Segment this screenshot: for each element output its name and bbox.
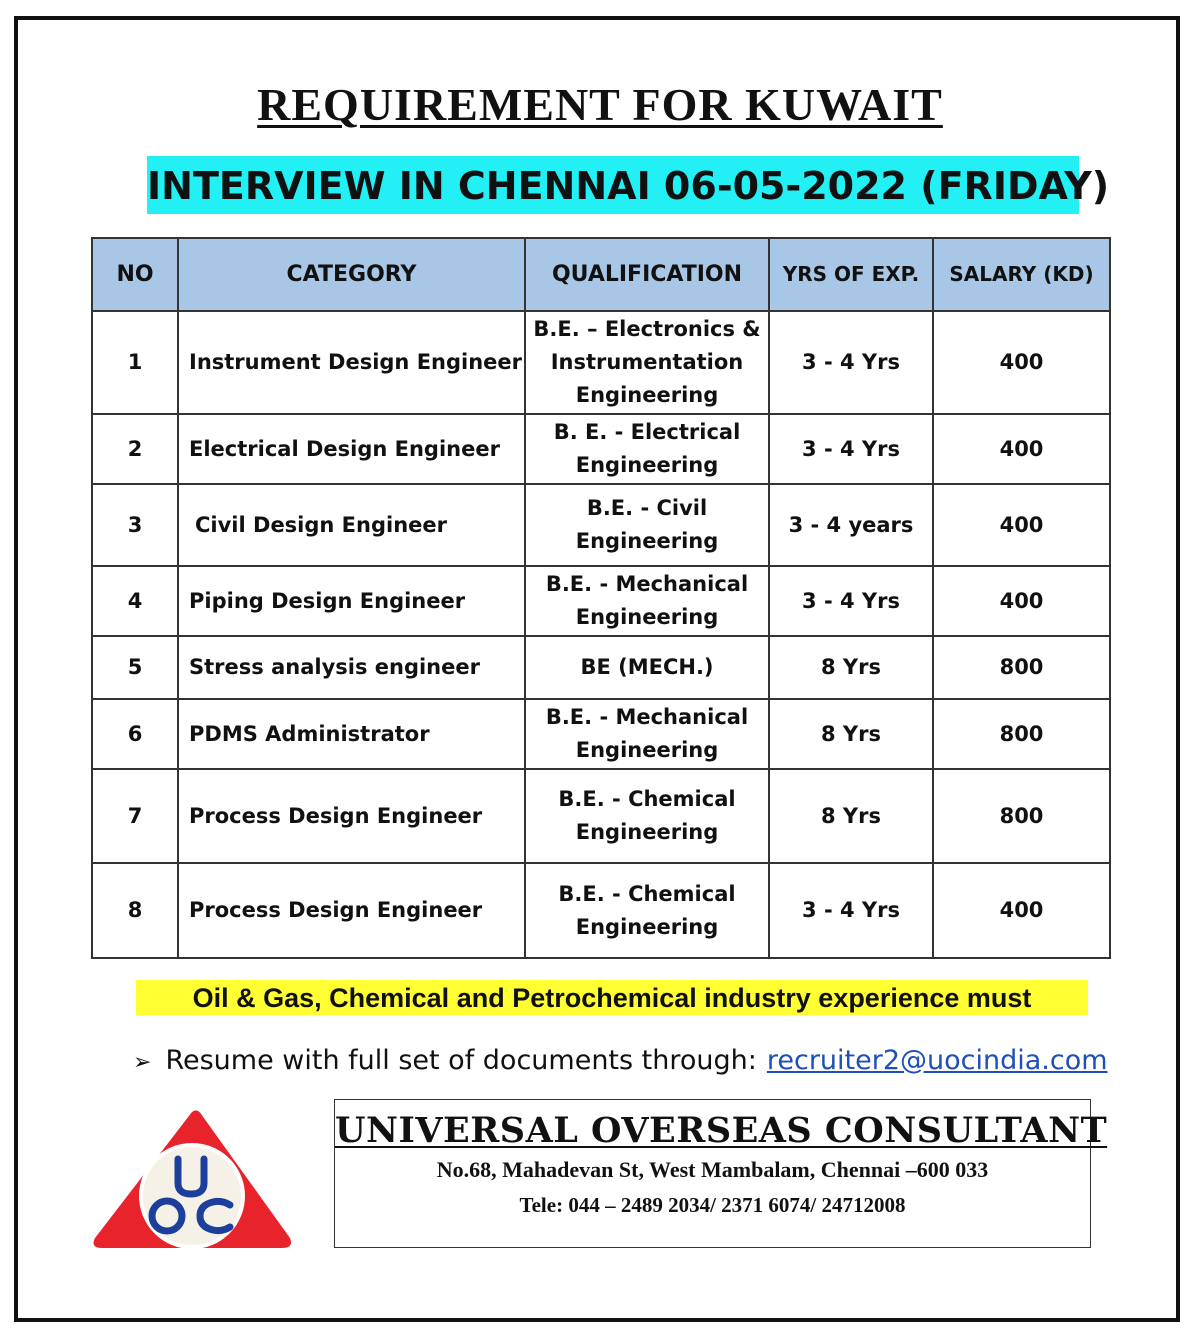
table-row — [92, 566, 1110, 636]
cell-experience: 3 - 4 Yrs — [769, 311, 933, 414]
table-row — [92, 484, 1110, 566]
cell-no: 5 — [92, 636, 178, 699]
cell-salary: 800 — [933, 636, 1110, 699]
cell-qualification: B.E. - Mechanical Engineering — [525, 566, 769, 636]
cell-no: 7 — [92, 769, 178, 863]
table-row — [92, 636, 1110, 699]
company-address: No.68, Mahadevan St, West Mambalam, Chennai –600 033 — [436, 1157, 989, 1182]
cell-experience: 3 - 4 years — [769, 484, 933, 566]
cell-experience: 8 Yrs — [769, 699, 933, 769]
table-row — [92, 699, 1110, 769]
uoc-logo-graphic — [90, 1106, 294, 1251]
cell-qualification: B.E. – Electronics & Instrumentation Engineering — [525, 311, 769, 414]
industry-requirement-note: Oil & Gas, Chemical and Petrochemical industry experience must — [136, 980, 1088, 1015]
cell-qualification: B.E. - Chemical Engineering — [525, 863, 769, 958]
cell-no: 4 — [92, 566, 178, 636]
cell-no: 3 — [92, 484, 178, 566]
col-header-qualification: QUALIFICATION — [525, 238, 769, 311]
cell-salary: 400 — [933, 414, 1110, 484]
cell-experience: 8 Yrs — [769, 769, 933, 863]
cell-experience: 3 - 4 Yrs — [769, 863, 933, 958]
cell-qualification: BE (MECH.) — [525, 636, 769, 699]
company-info-box — [334, 1099, 1108, 1248]
cell-no: 2 — [92, 414, 178, 484]
company-telephone: Tele: 044 – 2489 2034/ 2371 6074/ 24712008 — [519, 1193, 906, 1217]
table-row — [92, 863, 1110, 958]
cell-experience: 8 Yrs — [769, 636, 933, 699]
table-row — [92, 414, 1110, 484]
cell-qualification: B. E. - Electrical Engineering — [525, 414, 769, 484]
jobs-table — [91, 237, 1111, 959]
resume-instruction — [133, 1045, 1108, 1076]
col-header-salary: SALARY (KD) — [933, 238, 1110, 311]
cell-salary: 400 — [933, 566, 1110, 636]
col-header-category: CATEGORY — [178, 238, 525, 311]
cell-category: Process Design Engineer — [178, 769, 525, 863]
col-header-no: NO — [92, 238, 178, 311]
cell-no: 8 — [92, 863, 178, 958]
interview-banner: INTERVIEW IN CHENNAI 06-05-2022 (FRIDAY) — [147, 156, 1079, 214]
cell-salary: 400 — [933, 484, 1110, 566]
resume-text: Resume with full set of documents through: — [165, 1045, 757, 1076]
cell-category: PDMS Administrator — [178, 699, 525, 769]
uoc-logo — [90, 1106, 294, 1251]
cell-salary: 800 — [933, 699, 1110, 769]
col-header-experience: YRS OF EXP. — [769, 238, 933, 311]
table-row — [92, 769, 1110, 863]
cell-qualification: B.E. - Chemical Engineering — [525, 769, 769, 863]
company-name: UNIVERSAL OVERSEAS CONSULTANT — [335, 1110, 1108, 1151]
table-header-row — [92, 238, 1110, 311]
arrow-bullet-icon: ➢ — [133, 1050, 152, 1075]
cell-category: Stress analysis engineer — [178, 636, 525, 699]
cell-category: Civil Design Engineer — [178, 484, 525, 566]
cell-experience: 3 - 4 Yrs — [769, 566, 933, 636]
cell-category: Piping Design Engineer — [178, 566, 525, 636]
cell-category: Electrical Design Engineer — [178, 414, 525, 484]
cell-experience: 3 - 4 Yrs — [769, 414, 933, 484]
cell-salary: 400 — [933, 311, 1110, 414]
table-row — [92, 311, 1110, 414]
page-title: REQUIREMENT FOR KUWAIT — [257, 79, 943, 130]
cell-category: Process Design Engineer — [178, 863, 525, 958]
cell-qualification: B.E. - Mechanical Engineering — [525, 699, 769, 769]
cell-qualification: B.E. - Civil Engineering — [525, 484, 769, 566]
cell-no: 6 — [92, 699, 178, 769]
cell-no: 1 — [92, 311, 178, 414]
cell-salary: 400 — [933, 863, 1110, 958]
cell-salary: 800 — [933, 769, 1110, 863]
cell-category: Instrument Design Engineer — [178, 311, 525, 414]
email-link[interactable]: recruiter2@uocindia.com — [766, 1045, 1108, 1076]
